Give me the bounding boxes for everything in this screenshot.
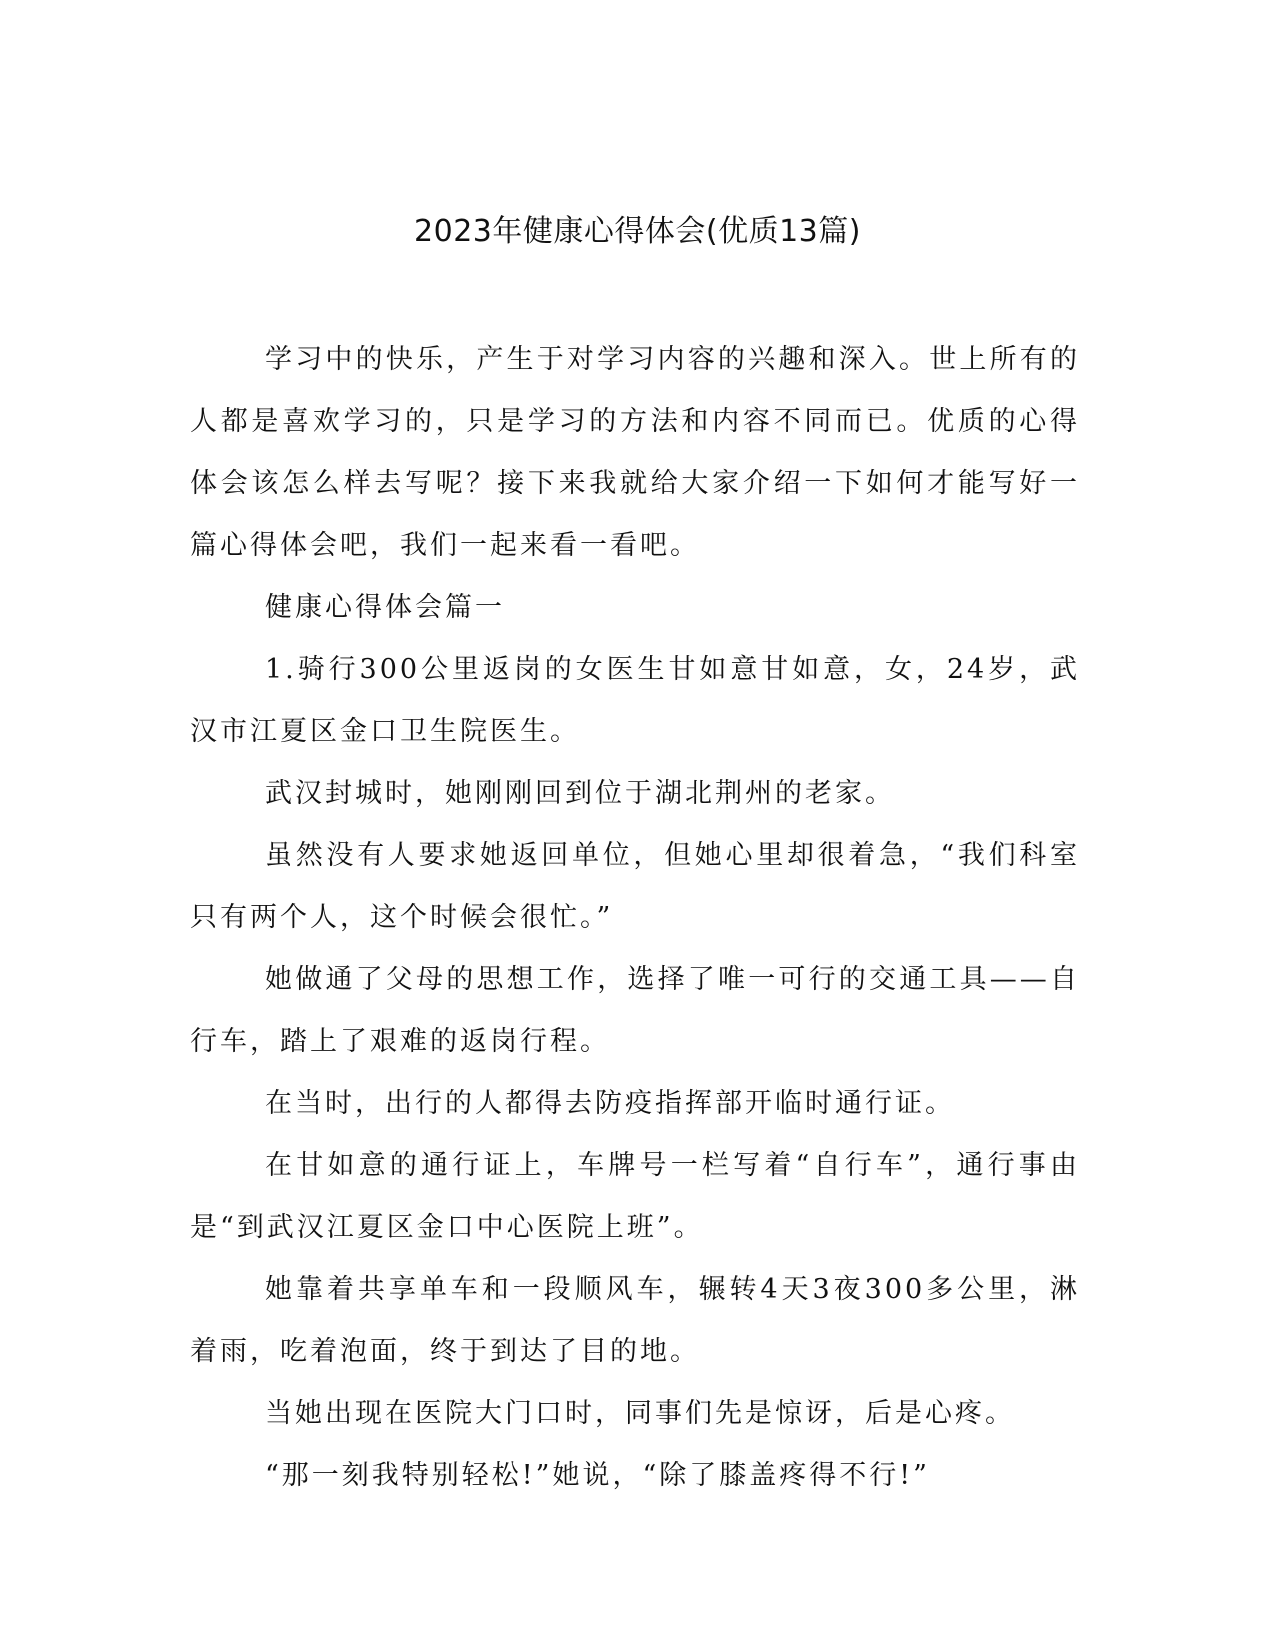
document-title: 2023年健康心得体会(优质13篇) — [414, 214, 861, 249]
body-paragraph: 当她出现在医院大门口时，同事们先是惊讶，后是心疼。 — [265, 1398, 1015, 1429]
body-paragraph: 她做通了父母的思想工作，选择了唯一可行的交通工具——自行车，踏上了艰难的返岗行程。 — [190, 964, 1080, 1057]
section-heading: 健康心得体会篇一 — [265, 592, 505, 623]
body-paragraph: 1.骑行300公里返岗的女医生甘如意甘如意，女，24岁，武汉市江夏区金口卫生院医生。 — [190, 654, 1080, 747]
document-body — [190, 329, 1080, 1507]
body-paragraph: 她靠着共享单车和一段顺风车，辗转4天3夜300多公里，淋着雨，吃着泡面，终于到达了目的地。 — [190, 1274, 1080, 1367]
body-paragraph: 武汉封城时，她刚刚回到位于湖北荆州的老家。 — [265, 778, 895, 809]
body-paragraph: 虽然没有人要求她返回单位，但她心里却很着急，“我们科室只有两个人，这个时候会很忙。” — [190, 840, 1080, 933]
body-paragraph: 在当时，出行的人都得去防疫指挥部开临时通行证。 — [265, 1088, 955, 1119]
body-paragraph: 在甘如意的通行证上，车牌号一栏写着“自行车”，通行事由是“到武汉江夏区金口中心医院上班”。 — [190, 1150, 1080, 1243]
intro-paragraph: 学习中的快乐，产生于对学习内容的兴趣和深入。世上所有的人都是喜欢学习的，只是学习的方法和内容不同而已。优质的心得体会该怎么样去写呢？接下来我就给大家介绍一下如何才能写好一篇心得体会吧，我们一起来看一看吧。 — [190, 344, 1080, 561]
body-paragraph: “那一刻我特别轻松!”她说，“除了膝盖疼得不行!” — [265, 1460, 930, 1491]
